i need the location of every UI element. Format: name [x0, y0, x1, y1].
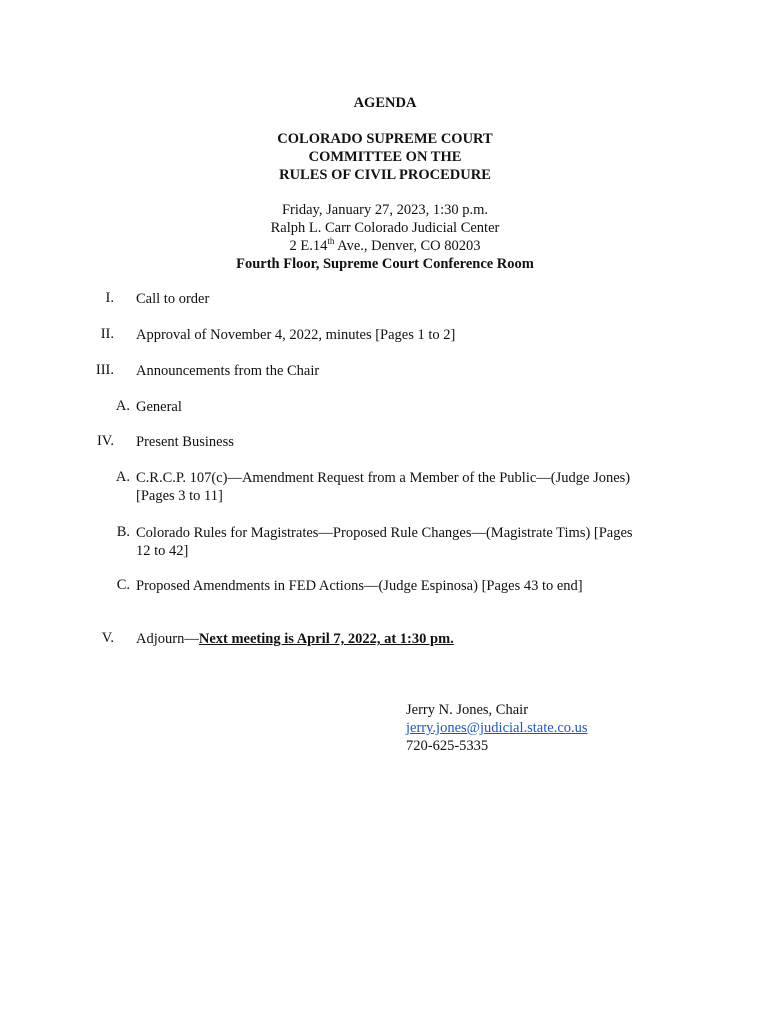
- item-call-to-order: Call to order: [136, 291, 210, 307]
- item-present-business: Present Business: [136, 434, 234, 450]
- address-prefix: 2 E.14: [289, 238, 328, 254]
- item-announcements: Announcements from the Chair: [136, 363, 320, 379]
- subitem-crcp-107-line2: [Pages 3 to 11]: [136, 488, 223, 504]
- subitem-magistrates-line2: 12 to 42]: [136, 543, 189, 559]
- subitem-letter-c: C.: [116, 577, 130, 593]
- meeting-room: Fourth Floor, Supreme Court Conference Room: [236, 256, 534, 272]
- chair-name: Jerry N. Jones, Chair: [406, 702, 529, 718]
- agenda-title: AGENDA: [353, 95, 417, 111]
- subitem-magistrates: [136, 524, 666, 560]
- item-number-3: III.: [95, 362, 114, 378]
- item-number-4: IV.: [96, 433, 114, 449]
- subitem-letter-a: A.: [115, 469, 130, 485]
- next-meeting-note: Next meeting is April 7, 2022, at 1:30 pm.: [198, 631, 454, 647]
- chair-phone: 720-625-5335: [406, 738, 489, 754]
- item-number-5: V.: [101, 630, 114, 646]
- meeting-date: Friday, January 27, 2023, 1:30 p.m.: [281, 202, 489, 218]
- subitem-crcp-107: [136, 469, 666, 505]
- subitem-fed-actions: Proposed Amendments in FED Actions—(Judge Espinosa) [Pages 43 to end]: [136, 578, 583, 594]
- chair-email-link[interactable]: jerry.jones@judicial.state.co.us: [406, 720, 588, 736]
- meeting-venue: Ralph L. Carr Colorado Judicial Center: [270, 220, 500, 236]
- item-number-1: I.: [105, 290, 114, 306]
- item-number-2: II.: [100, 326, 114, 342]
- rules-line: RULES OF CIVIL PROCEDURE: [279, 167, 491, 183]
- subitem-magistrates-line1: Colorado Rules for Magistrates—Proposed Rule Changes—(Magistrate Tims) [Pages: [136, 525, 633, 541]
- item-adjourn: [136, 630, 454, 648]
- adjourn-label: Adjourn—: [136, 631, 199, 647]
- court-name: COLORADO SUPREME COURT: [277, 131, 493, 147]
- committee-line: COMMITTEE ON THE: [308, 149, 462, 165]
- item-approval-minutes: Approval of November 4, 2022, minutes [Pages 1 to 2]: [136, 327, 456, 343]
- address-superscript: th: [327, 236, 335, 247]
- subitem-letter-general: A.: [115, 398, 130, 414]
- address-suffix: Ave., Denver, CO 80203: [334, 238, 481, 254]
- subitem-crcp-107-line1: C.R.C.P. 107(c)—Amendment Request from a Member of the Public—(Judge Jones): [136, 470, 631, 486]
- meeting-address: [0, 237, 770, 255]
- subitem-general: General: [136, 399, 182, 415]
- subitem-letter-b: B.: [116, 524, 130, 540]
